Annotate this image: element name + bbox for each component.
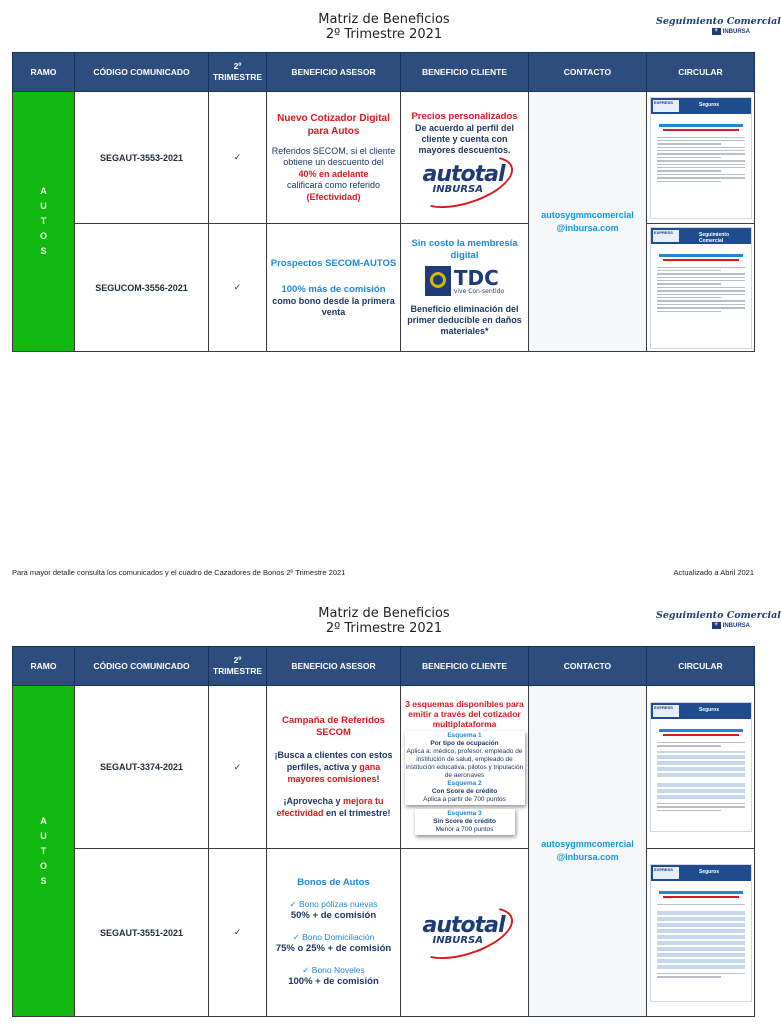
esquema-3-sub: Sin Score de crédito: [433, 818, 496, 825]
code-cell: SEGUCOM-3556-2021: [75, 224, 209, 352]
col-circular: CIRCULAR: [647, 647, 755, 686]
code-cell: SEGAUT-3553-2021: [75, 92, 209, 224]
thumb-line: [657, 976, 721, 977]
ramo-letter: O: [39, 860, 47, 871]
asesor-title: Nuevo Cotizador Digital para Autos: [277, 113, 390, 137]
thumb-table: [657, 751, 745, 777]
circular-thumbnail[interactable]: [650, 864, 752, 1002]
page-title: [0, 606, 781, 636]
bono-label: ✓ Bono Domiciliación: [292, 932, 375, 942]
circular-cell[interactable]: [647, 224, 755, 352]
page-2: [0, 600, 781, 1024]
esquema-3-text: Menor a 700 puntos: [435, 826, 494, 833]
thumb-heading-bar: [659, 891, 743, 894]
ramo-letter: S: [40, 246, 47, 256]
asesor-text-part: !: [376, 774, 380, 784]
thumb-line: [657, 140, 745, 141]
thumb-tag: EXPRESS: [653, 705, 679, 717]
contact-email-line-2[interactable]: @inbursa.com: [556, 852, 619, 862]
thumb-subheading-bar: [663, 259, 739, 261]
brand-sub: [656, 28, 750, 35]
ramo-letter: A: [40, 186, 47, 196]
thumb-line: [657, 177, 745, 178]
cliente-text: De acuerdo al perfil del cliente y cuenta con mayores descuentos.: [414, 123, 515, 155]
thumb-line: [657, 277, 745, 278]
thumb-tag: EXPRESS: [653, 100, 679, 112]
thumb-line: [657, 810, 721, 811]
thumb-heading-bar: [659, 124, 743, 127]
asesor-highlight: gana mayores comisiones: [287, 762, 381, 784]
asesor-text: Referidos SECOM, si el cliente obtiene un descuento del: [271, 146, 396, 167]
col-trimestre: 2º TRIMESTRE: [209, 53, 267, 92]
thumb-line: [657, 147, 745, 148]
thumb-line: [657, 160, 745, 161]
beneficio-asesor-cell: [267, 686, 401, 849]
ramo-letter: O: [39, 231, 47, 241]
table-header-row: [13, 53, 755, 92]
brand-sub-text: INBURSA: [722, 623, 750, 630]
contact-email-line-1[interactable]: autosygmmcomercial: [541, 209, 634, 220]
thumb-line: [657, 290, 745, 291]
beneficio-cliente-cell: [401, 849, 529, 1017]
bono-label: ✓ Bono Noveles: [302, 965, 365, 975]
thumb-line: [657, 267, 745, 268]
thumb-line: [657, 181, 721, 182]
thumb-line: [657, 164, 745, 165]
check-icon: ✓: [209, 224, 267, 352]
col-codigo: CÓDIGO COMUNICADO: [75, 53, 209, 92]
title-line-2: 2º Trimestre 2021: [325, 621, 443, 636]
col-codigo: CÓDIGO COMUNICADO: [75, 647, 209, 686]
ramo-letter: U: [40, 201, 47, 211]
thumb-subheading-bar: [663, 896, 739, 898]
ramo-letter: T: [40, 845, 47, 856]
esquema-2-sub: Con Score de crédito: [431, 788, 498, 795]
contact-email-line-1[interactable]: autosygmmcomercial: [541, 839, 634, 849]
asesor-highlight: 40% en adelante: [298, 169, 369, 179]
thumb-line: [657, 742, 745, 743]
table-row: [13, 686, 755, 849]
code-cell: SEGAUT-3551-2021: [75, 849, 209, 1017]
thumb-heading-bar: [659, 729, 743, 732]
ramo-letter: T: [40, 216, 47, 226]
thumb-line: [657, 143, 721, 144]
contact-cell[interactable]: [529, 686, 647, 1017]
thumb-band-text: Seguimiento Comercial: [699, 231, 730, 244]
beneficio-asesor-cell: [267, 849, 401, 1017]
bono-value: 75% o 25% + de comisión: [275, 943, 392, 954]
thumb-heading-bar: [659, 254, 743, 257]
brand-script: Seguimiento Comercial: [656, 610, 781, 621]
thumb-line: [657, 153, 745, 154]
asesor-highlight: (Efectividad): [306, 192, 361, 202]
tdc-sub: vive Con-sentido: [453, 287, 505, 295]
check-icon: ✓: [209, 92, 267, 224]
asesor-text: calificará como referido: [286, 180, 381, 190]
autotal-logo: [413, 911, 517, 953]
title-line-1: Matriz de Beneficios: [318, 12, 450, 27]
asesor-text-part: en el trimestre!: [323, 808, 391, 818]
check-icon: ✓: [209, 849, 267, 1017]
bono-value: 100% + de comisión: [288, 976, 379, 987]
esquema-1-sub: Por tipo de ocupación: [430, 740, 499, 747]
thumb-band-text: Seguros: [699, 868, 720, 875]
bono-label: ✓ Bono pólizas nuevas: [289, 899, 378, 909]
esquemas-card: [405, 731, 525, 805]
thumb-line: [657, 283, 721, 284]
thumb-line: [657, 304, 745, 305]
check-icon: ✓: [209, 686, 267, 849]
thumb-line: [657, 297, 721, 298]
ramo-letter: S: [40, 875, 47, 886]
thumb-line: [657, 270, 721, 271]
cliente-title: Precios personalizados: [411, 111, 518, 122]
thumb-line: [657, 174, 745, 175]
thumb-line: [657, 150, 745, 151]
thumb-line: [657, 287, 745, 288]
thumb-line: [657, 157, 721, 158]
circular-thumbnail[interactable]: [650, 97, 752, 219]
cliente-text: Beneficio eliminación del primer deducible en daños materiales*: [407, 304, 522, 336]
col-contacto: CONTACTO: [529, 53, 647, 92]
circular-cell[interactable]: [647, 686, 755, 849]
ramo-cell: [13, 686, 75, 1017]
thumb-line: [657, 803, 745, 804]
thumb-subheading-bar: [663, 129, 739, 131]
col-contacto: CONTACTO: [529, 647, 647, 686]
asesor-highlight: 100% más de comisión: [281, 283, 386, 295]
table-row: [13, 92, 755, 224]
benefits-table: [12, 52, 755, 352]
col-circular: CIRCULAR: [647, 53, 755, 92]
logo-word: autotal: [422, 162, 505, 187]
asesor-text-part: ¡Aprovecha y: [283, 796, 343, 806]
benefits-table: [12, 646, 755, 1017]
esquema-2-text: Aplica a partir de 700 puntos: [423, 796, 506, 803]
thumb-subheading-bar: [663, 734, 739, 736]
beneficio-cliente-cell: [401, 686, 529, 849]
col-beneficio-cliente: BENEFICIO CLIENTE: [401, 647, 529, 686]
esquema-3-title: Esquema 3: [447, 810, 482, 817]
tdc-logo: [425, 266, 504, 296]
ramo-letter: U: [40, 830, 47, 841]
brand-script: Seguimiento Comercial: [656, 16, 781, 27]
beneficio-cliente-cell: [401, 224, 529, 352]
col-trimestre: 2º TRIMESTRE: [209, 647, 267, 686]
inbursa-icon: +: [712, 28, 721, 35]
thumb-line: [657, 806, 745, 807]
cliente-title: 3 esquemas disponibles para emitir a través del cotizador multiplataforma: [405, 699, 524, 729]
thumb-band-text: Seguros: [699, 707, 720, 713]
thumb-line: [657, 300, 745, 301]
page-title: [0, 12, 781, 42]
thumb-tag: EXPRESS: [653, 230, 679, 242]
thumb-table: [657, 781, 745, 799]
ramo-cell: [13, 92, 75, 352]
col-beneficio-asesor: BENEFICIO ASESOR: [267, 53, 401, 92]
tdc-badge-icon: [425, 266, 451, 296]
table-header-row: [13, 647, 755, 686]
autotal-logo: [413, 160, 517, 202]
esquema-1-text: Aplica a: médico, profesor, empleado de institución de salud, empleado de institución educativa, pilotos y tripulación de aeronaves: [405, 748, 524, 779]
thumb-line: [657, 745, 721, 746]
thumb-tag: EXPRESS: [653, 867, 679, 879]
footer-note: Para mayor detalle consulta los comunicados y el cuadro de Cazadores de Bonos 2º Trimestre 2021: [12, 568, 346, 577]
circular-thumbnail[interactable]: [650, 702, 752, 832]
thumb-band-text: Seguros: [699, 101, 720, 108]
logo-word: autotal: [422, 912, 505, 938]
circular-thumbnail[interactable]: [650, 227, 752, 349]
col-ramo: RAMO: [13, 647, 75, 686]
beneficio-asesor-cell: [267, 92, 401, 224]
contact-cell[interactable]: [529, 92, 647, 352]
brand-sub: [656, 622, 750, 629]
asesor-highlight: mejora tu efectividad: [276, 796, 384, 818]
col-beneficio-cliente: BENEFICIO CLIENTE: [401, 53, 529, 92]
cliente-title: Sin costo la membresía digital: [411, 238, 518, 261]
thumb-table: [657, 909, 745, 969]
thumb-line: [657, 307, 745, 308]
col-beneficio-asesor: BENEFICIO ASESOR: [267, 647, 401, 686]
asesor-text: [270, 749, 397, 785]
esquema-2-title: Esquema 2: [447, 780, 482, 787]
thumb-line: [657, 294, 745, 295]
asesor-title: Bonos de Autos: [297, 877, 370, 888]
asesor-title: Campaña de Referidos SECOM: [282, 715, 385, 738]
footer-updated: Actualizado a Abril 2021: [673, 568, 754, 577]
asesor-text-part: ¡Busca a clientes con estos perfiles, activa y: [274, 750, 393, 772]
thumb-line: [657, 167, 745, 168]
thumb-line: [657, 170, 721, 171]
bono-value: 50% + de comisión: [290, 910, 377, 921]
thumb-line: [657, 280, 745, 281]
esquema-1-title: Esquema 1: [447, 732, 482, 739]
code-cell: SEGAUT-3374-2021: [75, 686, 209, 849]
thumb-line: [657, 311, 721, 312]
asesor-text: [270, 795, 397, 819]
title-line-1: Matriz de Beneficios: [318, 606, 450, 621]
col-ramo: RAMO: [13, 53, 75, 92]
tdc-word: TDC: [453, 265, 499, 290]
thumb-line: [657, 973, 745, 974]
thumb-line: [657, 273, 745, 274]
esquema-3-card: [415, 809, 515, 835]
title-line-2: 2º Trimestre 2021: [325, 27, 443, 42]
brand-logo: [656, 16, 781, 36]
beneficio-asesor-cell: [267, 224, 401, 352]
brand-logo: [656, 610, 781, 630]
inbursa-icon: +: [712, 622, 721, 629]
brand-sub-text: INBURSA: [722, 29, 750, 36]
beneficio-cliente-cell: [401, 92, 529, 224]
logo-sub: INBURSA: [432, 184, 483, 195]
circular-cell[interactable]: [647, 92, 755, 224]
circular-cell[interactable]: [647, 849, 755, 1017]
thumb-line: [657, 904, 745, 905]
thumb-line: [657, 137, 745, 138]
contact-email-line-2[interactable]: @inbursa.com: [556, 222, 619, 233]
ramo-letter: A: [40, 815, 47, 826]
logo-sub: INBURSA: [432, 934, 483, 946]
asesor-text: como bono desde la primera venta: [272, 295, 395, 317]
asesor-title: Prospectos SECOM-AUTOS: [270, 257, 397, 269]
